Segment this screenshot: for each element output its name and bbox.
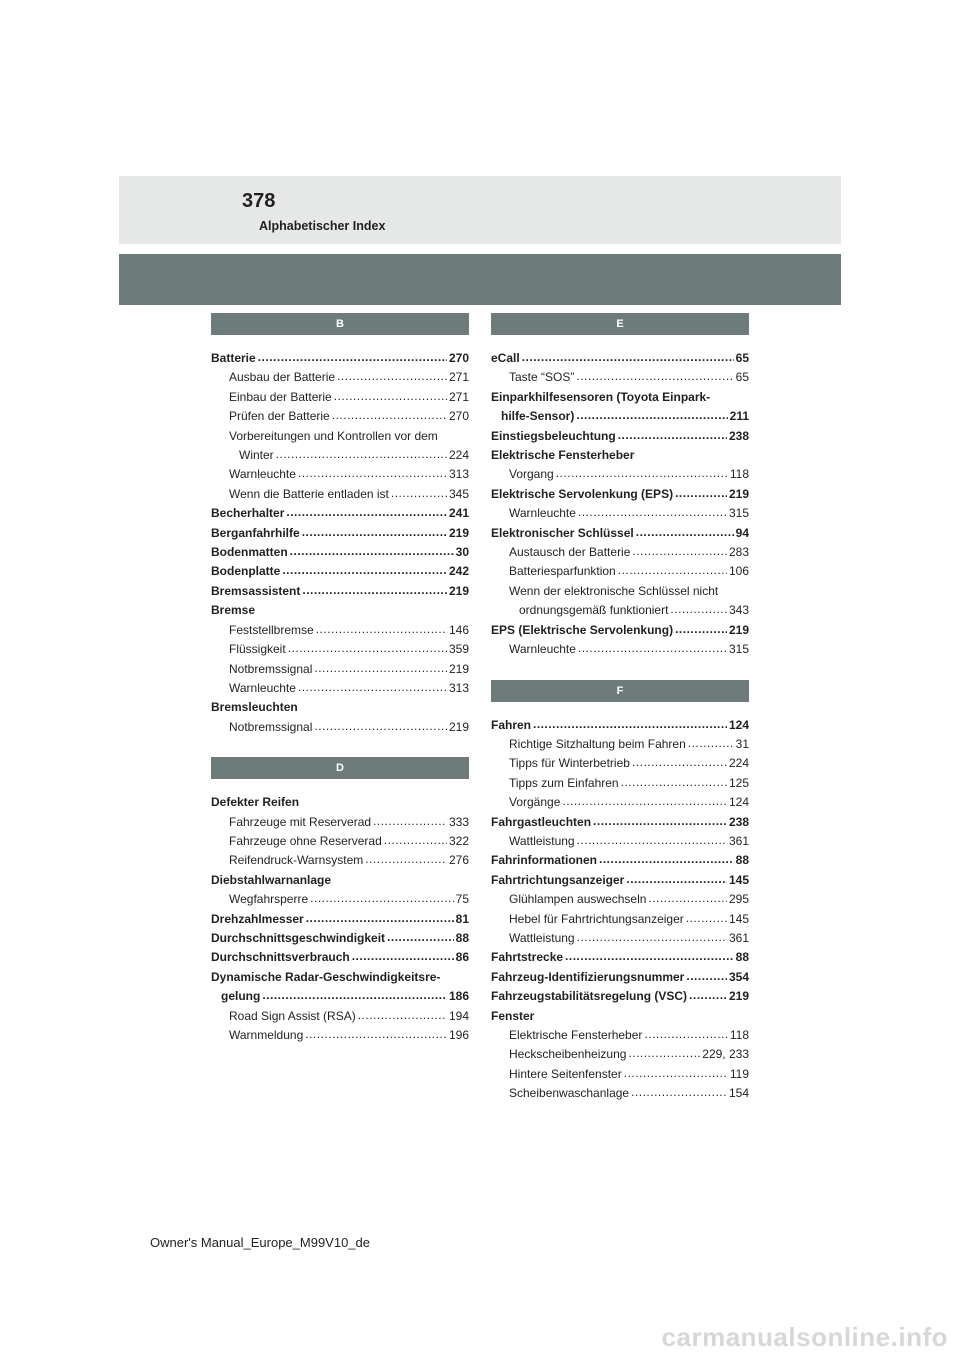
entry-page: 219	[448, 583, 469, 598]
dot-leader	[675, 484, 727, 503]
entry-term: Batterie	[211, 351, 256, 365]
dot-leader	[624, 1064, 728, 1083]
entry-page: 81	[455, 911, 469, 926]
entry-page: 313	[448, 680, 469, 695]
entry-term: Warnleuchte	[229, 467, 296, 482]
index-entry	[491, 485, 749, 504]
index-entry	[211, 582, 469, 601]
entry-page: 146	[448, 622, 469, 637]
entry-term: Reifendruck-Warnsystem	[229, 853, 364, 868]
index-entry	[491, 446, 749, 465]
index-entry	[491, 774, 749, 793]
entry-term: Wattleistung	[509, 833, 575, 848]
entry-term: Scheibenwaschanlage	[509, 1086, 630, 1101]
entry-page: 315	[728, 506, 749, 521]
index-entry	[491, 793, 749, 812]
entry-page: 359	[448, 642, 469, 657]
index-entry	[211, 427, 469, 446]
index-entry	[211, 465, 469, 484]
entry-term: Drehzahlmesser	[211, 911, 304, 926]
entry-page: 270	[448, 351, 469, 365]
entry-term: Durchschnittsgeschwindigkeit	[211, 930, 386, 945]
entry-term: hilfe-Sensor)	[501, 409, 575, 424]
entry-term: Hebel für Fahrtrichtungsanzeiger	[509, 911, 684, 926]
letter-header-d: D	[211, 757, 469, 779]
entry-term: Tipps für Winterbetrieb	[509, 756, 630, 771]
dot-leader	[298, 464, 447, 483]
footer-manual-id: Owner's Manual_Europe_M99V10_de	[149, 1235, 370, 1250]
index-entry	[211, 890, 469, 909]
dot-leader	[316, 620, 447, 639]
entry-term: Austausch der Batterie	[509, 545, 631, 560]
index-entry	[491, 621, 749, 640]
dot-leader	[314, 717, 447, 736]
index-entry	[211, 987, 469, 1006]
entry-term: Elektrische Fensterheber	[491, 448, 635, 463]
entry-page: 119	[729, 1066, 749, 1081]
dot-leader	[334, 387, 447, 406]
dot-leader	[632, 542, 727, 561]
entry-term: Defekter Reifen	[211, 795, 300, 810]
dot-leader	[302, 523, 447, 542]
entry-term: Bremsassistent	[211, 583, 301, 598]
index-entry	[491, 407, 749, 426]
index-entry	[491, 504, 749, 523]
dot-leader	[675, 620, 727, 639]
entry-page: 219	[728, 989, 749, 1004]
index-entry	[491, 1007, 749, 1026]
entry-page: 238	[728, 814, 749, 829]
dot-leader	[686, 967, 727, 986]
entry-page: 75	[455, 892, 469, 907]
dot-leader	[384, 831, 447, 850]
index-entry	[491, 524, 749, 543]
index-entry	[211, 368, 469, 387]
index-entry	[491, 1065, 749, 1084]
entry-term: Warnmeldung	[229, 1028, 304, 1042]
entry-term: Ausbau der Batterie	[229, 370, 336, 385]
index-entry	[211, 543, 469, 562]
index-entry	[211, 640, 469, 659]
index-entry	[211, 793, 469, 812]
index-entry	[211, 871, 469, 890]
entry-page: 354	[728, 969, 749, 984]
index-entry	[211, 851, 469, 870]
index-column-left	[211, 313, 469, 1045]
entry-term: Heckscheibenheizung	[509, 1047, 627, 1062]
dot-leader	[599, 850, 734, 869]
dot-leader	[618, 561, 727, 580]
index-entry	[211, 388, 469, 407]
index-entry	[491, 929, 749, 948]
entry-page: 194	[448, 1008, 469, 1023]
section-title: Alphabetischer Index	[259, 219, 386, 233]
entry-term: Glühlampen auswechseln	[509, 892, 647, 907]
dot-leader	[556, 464, 728, 483]
dot-leader	[636, 523, 734, 542]
entry-term: Diebstahlwarnanlage	[211, 872, 332, 887]
entry-page: 224	[728, 756, 749, 771]
index-entry	[491, 562, 749, 581]
entry-term: Fahrinformationen	[491, 853, 598, 868]
index-group	[211, 349, 469, 737]
entry-page: 118	[729, 467, 749, 482]
entry-page: 31	[735, 736, 749, 751]
dot-leader	[618, 426, 727, 445]
index-entry	[491, 851, 749, 870]
page-header	[119, 176, 841, 244]
dot-leader	[578, 639, 727, 658]
dot-leader	[290, 542, 454, 561]
index-entry	[211, 948, 469, 967]
entry-page: 88	[735, 950, 749, 965]
letter-header-e: E	[491, 313, 749, 335]
entry-page: 154	[728, 1086, 749, 1101]
dot-leader	[258, 348, 447, 367]
dot-leader	[576, 406, 727, 425]
dot-leader	[358, 1006, 447, 1025]
index-entry	[211, 1026, 469, 1045]
entry-term: Wenn der elektronische Schlüssel nicht	[509, 583, 719, 598]
entry-term: Fahrzeug-Identifizierungsnummer	[491, 969, 685, 984]
entry-page: 30	[455, 545, 469, 560]
entry-term: Bodenmatten	[211, 545, 288, 560]
dot-leader	[332, 406, 447, 425]
index-entry	[491, 388, 749, 407]
index-entry	[211, 832, 469, 851]
index-entry	[491, 832, 749, 851]
dot-leader	[298, 678, 447, 697]
entry-page: 224	[448, 448, 469, 463]
entry-page: 65	[735, 370, 749, 385]
dot-leader	[686, 909, 727, 928]
entry-term: Vorbereitungen und Kontrollen vor dem	[229, 428, 438, 443]
dot-leader	[352, 947, 454, 966]
entry-page: 333	[448, 814, 469, 829]
dot-leader	[522, 348, 734, 367]
dot-leader	[593, 812, 727, 831]
entry-term: Feststellbremse	[229, 622, 314, 637]
index-group	[491, 349, 749, 660]
entry-page: 219	[728, 486, 749, 501]
entry-term: Einstiegsbeleuchtung	[491, 428, 616, 443]
entry-term: EPS (Elektrische Servolenkung)	[491, 622, 674, 637]
entry-page: 229, 233	[702, 1047, 749, 1062]
entry-term: Flüssigkeit	[229, 642, 286, 657]
dot-leader	[562, 792, 727, 811]
index-group	[211, 793, 469, 1045]
entry-page: 343	[728, 603, 749, 618]
dot-leader	[533, 715, 727, 734]
index-entry	[211, 446, 469, 465]
dot-leader	[648, 889, 727, 908]
entry-page: 313	[448, 467, 469, 482]
entry-page: 322	[448, 833, 469, 848]
entry-page: 65	[735, 351, 749, 365]
dot-leader	[310, 889, 453, 908]
entry-term: Tipps zum Einfahren	[509, 775, 619, 790]
entry-page: 118	[729, 1028, 749, 1042]
dot-leader	[387, 928, 454, 947]
dot-leader	[305, 1025, 447, 1044]
index-group	[491, 716, 749, 1104]
dot-leader	[577, 831, 727, 850]
entry-term: Fahrzeuge ohne Reserverad	[229, 833, 382, 848]
index-entry	[211, 679, 469, 698]
entry-term: eCall	[491, 351, 520, 365]
index-entry	[491, 948, 749, 967]
entry-term: Einparkhilfesensoren (Toyota Einpark-	[491, 389, 711, 404]
entry-term: Wenn die Batterie entladen ist	[229, 486, 389, 501]
index-entry	[211, 698, 469, 717]
index-entry	[491, 716, 749, 735]
entry-term: Wattleistung	[509, 930, 575, 945]
index-entry	[491, 427, 749, 446]
index-entry	[211, 504, 469, 523]
dot-leader	[670, 600, 727, 619]
entry-page: 124	[728, 717, 749, 732]
entry-term: Fenster	[491, 1008, 535, 1023]
entry-page: 276	[448, 853, 469, 868]
dot-leader	[262, 986, 447, 1005]
entry-term: Elektronischer Schlüssel	[491, 525, 634, 540]
entry-page: 219	[448, 719, 469, 734]
entry-page: 283	[728, 545, 749, 560]
entry-page: 145	[728, 911, 749, 926]
dot-leader	[578, 503, 727, 522]
dot-leader	[688, 734, 734, 753]
index-entry	[211, 485, 469, 504]
entry-term: Taste “SOS”	[509, 370, 575, 385]
entry-term: Bremsleuchten	[211, 700, 298, 715]
entry-term: Fahrtrichtungsanzeiger	[491, 872, 625, 887]
entry-page: 196	[448, 1028, 469, 1042]
dot-leader	[577, 928, 727, 947]
dot-leader	[576, 367, 733, 386]
entry-term: Fahrzeugstabilitätsregelung (VSC)	[491, 989, 688, 1004]
index-column-right	[491, 313, 749, 1104]
index-entry	[491, 1045, 749, 1064]
header-band	[119, 254, 841, 305]
entry-term: Durchschnittsverbrauch	[211, 950, 350, 965]
letter-header-f: F	[491, 680, 749, 702]
entry-page: 271	[448, 370, 469, 385]
index-entry	[491, 910, 749, 929]
entry-term: Winter	[239, 448, 274, 463]
entry-page: 361	[728, 930, 749, 945]
entry-term: Fahrgastleuchten	[491, 814, 592, 829]
index-entry	[491, 754, 749, 773]
entry-term: Richtige Sitzhaltung beim Fahren	[509, 736, 686, 751]
entry-page: 241	[448, 506, 469, 521]
dot-leader	[644, 1025, 727, 1044]
dot-leader	[689, 986, 727, 1005]
entry-page: 145	[728, 872, 749, 887]
entry-page: 219	[448, 661, 469, 676]
entry-term: Warnleuchte	[229, 680, 296, 695]
entry-page: 88	[455, 930, 469, 945]
index-entry	[491, 735, 749, 754]
entry-term: Fahren	[491, 717, 532, 732]
entry-page: 186	[448, 989, 469, 1004]
entry-page: 219	[448, 525, 469, 540]
entry-term: ordnungsgemäß funktioniert	[519, 603, 669, 618]
dot-leader	[314, 659, 447, 678]
entry-term: Bodenplatte	[211, 564, 281, 579]
index-entry	[211, 660, 469, 679]
index-entry	[491, 813, 749, 832]
index-entry	[491, 465, 749, 484]
entry-term: Warnleuchte	[509, 506, 576, 521]
dot-leader	[565, 947, 734, 966]
index-entry	[211, 524, 469, 543]
index-entry	[491, 987, 749, 1006]
dot-leader	[631, 1083, 727, 1102]
entry-term: Wegfahrsperre	[229, 892, 309, 907]
entry-term: Fahrtstrecke	[491, 950, 564, 965]
index-entry	[491, 1084, 749, 1103]
entry-page: 270	[448, 409, 469, 424]
index-entry	[491, 968, 749, 987]
index-entry	[211, 601, 469, 620]
dot-leader	[632, 753, 727, 772]
dot-leader	[628, 1044, 700, 1063]
entry-term: Vorgänge	[509, 795, 561, 810]
entry-term: Einbau der Batterie	[229, 389, 332, 404]
entry-page: 315	[728, 642, 749, 657]
entry-term: Vorgang	[509, 467, 554, 482]
entry-term: Fahrzeuge mit Reserverad	[229, 814, 372, 829]
index-entry	[491, 582, 749, 601]
entry-term: Warnleuchte	[509, 642, 576, 657]
entry-term: Road Sign Assist (RSA)	[229, 1008, 356, 1023]
entry-page: 94	[735, 525, 749, 540]
index-entry	[491, 601, 749, 620]
index-entry	[211, 718, 469, 737]
dot-leader	[276, 445, 447, 464]
index-entry	[491, 1026, 749, 1045]
dot-leader	[282, 561, 447, 580]
dot-leader	[286, 503, 447, 522]
entry-page: 295	[728, 892, 749, 907]
entry-page: 125	[728, 775, 749, 790]
index-entry	[211, 910, 469, 929]
index-entry	[211, 968, 469, 987]
entry-page: 361	[728, 833, 749, 848]
dot-leader	[302, 581, 447, 600]
index-entry	[211, 813, 469, 832]
entry-term: Elektrische Servolenkung (EPS)	[491, 486, 674, 501]
entry-page: 271	[448, 389, 469, 404]
index-entry	[211, 562, 469, 581]
entry-page: 88	[735, 853, 749, 868]
index-entry	[491, 890, 749, 909]
dot-leader	[621, 773, 727, 792]
entry-term: Dynamische Radar-Geschwindigkeitsre-	[211, 969, 441, 984]
entry-term: Prüfen der Batterie	[229, 409, 330, 424]
index-entry	[491, 349, 749, 368]
entry-term: Berganfahrhilfe	[211, 525, 300, 540]
entry-term: gelung	[221, 989, 261, 1004]
entry-term: Elektrische Fensterheber	[509, 1028, 643, 1042]
dot-leader	[373, 812, 447, 831]
letter-header-b: B	[211, 313, 469, 335]
entry-term: Batteriesparfunktion	[509, 564, 616, 579]
entry-page: 211	[729, 409, 749, 424]
entry-term: Bremse	[211, 603, 256, 618]
index-entry	[211, 1007, 469, 1026]
watermark: carmanualsonline.info	[661, 1322, 948, 1352]
entry-term: Notbremssignal	[229, 719, 313, 734]
dot-leader	[288, 639, 447, 658]
entry-page: 238	[728, 428, 749, 443]
index-entry	[211, 349, 469, 368]
index-entry	[491, 640, 749, 659]
dot-leader	[391, 484, 447, 503]
index-entry	[491, 368, 749, 387]
entry-page: 219	[728, 622, 749, 637]
dot-leader	[337, 367, 447, 386]
dot-leader	[365, 850, 447, 869]
entry-page: 345	[448, 486, 469, 501]
entry-page: 242	[448, 564, 469, 579]
entry-page: 124	[728, 795, 749, 810]
index-entry	[211, 407, 469, 426]
entry-term: Hintere Seitenfenster	[509, 1066, 622, 1081]
entry-term: Notbremssignal	[229, 661, 313, 676]
dot-leader	[626, 870, 727, 889]
index-entry	[491, 871, 749, 890]
index-entry	[211, 929, 469, 948]
entry-page: 106	[728, 564, 749, 579]
entry-page: 86	[455, 950, 469, 965]
index-entry	[491, 543, 749, 562]
entry-term: Becherhalter	[211, 506, 285, 521]
index-entry	[211, 621, 469, 640]
dot-leader	[306, 909, 454, 928]
page-number: 378	[242, 190, 276, 212]
